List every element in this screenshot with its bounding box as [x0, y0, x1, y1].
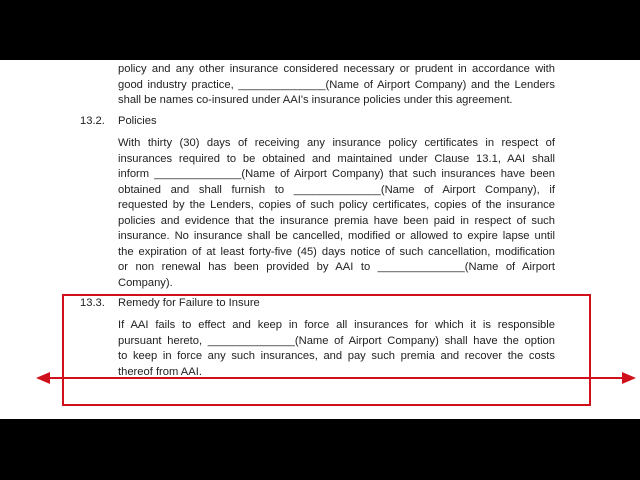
text-line: pursuant hereto, ______________(Name of Airport Company) shall have the option [118, 334, 555, 347]
text-line: shall be names co-insured under AAI's insurance policies under this agreement. [118, 94, 513, 106]
intro-paragraph [118, 62, 555, 109]
text-line: policy and any other insurance considered necessary or prudent in accordance with [118, 63, 555, 75]
document-page [0, 60, 640, 419]
text-line: Company). [118, 276, 173, 289]
highlight-box [62, 294, 591, 406]
section-title: Policies [118, 115, 157, 127]
section-title: Remedy for Failure to Insure [118, 297, 260, 309]
text-line: requested by the Lenders, copies of such policy certificates, copies of the insurance [118, 199, 555, 211]
text-line: good industry practice, ______________(Name of Airport Company) and the Lenders [118, 78, 555, 91]
text-line: or non renewal has been provided by AAI to ______________(Name of Airport [118, 261, 555, 273]
text-line: policies and evidence that the insurance premia have been paid in respect of such [118, 214, 555, 227]
text-line: thereof from AAI. [118, 365, 202, 378]
section-13-2-body [118, 136, 555, 291]
section-number: 13.3. [80, 297, 105, 309]
text-line: inform ______________(Name of Airport Company) that such insurances have been [118, 168, 555, 180]
text-line: If AAI fails to effect and keep in force all insurances for which it is responsible [118, 319, 555, 331]
text-line: obtained and shall furnish to ______________(Name of Airport Company), if [118, 183, 555, 196]
text-line: insurances required to be obtained and maintained under Clause 13.1, AAI shall [118, 152, 555, 165]
double-arrow-icon [36, 371, 636, 385]
section-number: 13.2. [80, 115, 105, 127]
text-line: insurance. No insurance shall be cancelled, modified or allowed to expire lapse until [118, 230, 555, 242]
text-line: With thirty (30) days of receiving any insurance policy certificates in respect of [118, 137, 555, 149]
text-line: to keep in force any such insurances, and pay such premia and recover the costs [118, 350, 555, 362]
text-line: the expiration of at least forty-five (45) days notice of such cancellation, modification [118, 245, 555, 258]
